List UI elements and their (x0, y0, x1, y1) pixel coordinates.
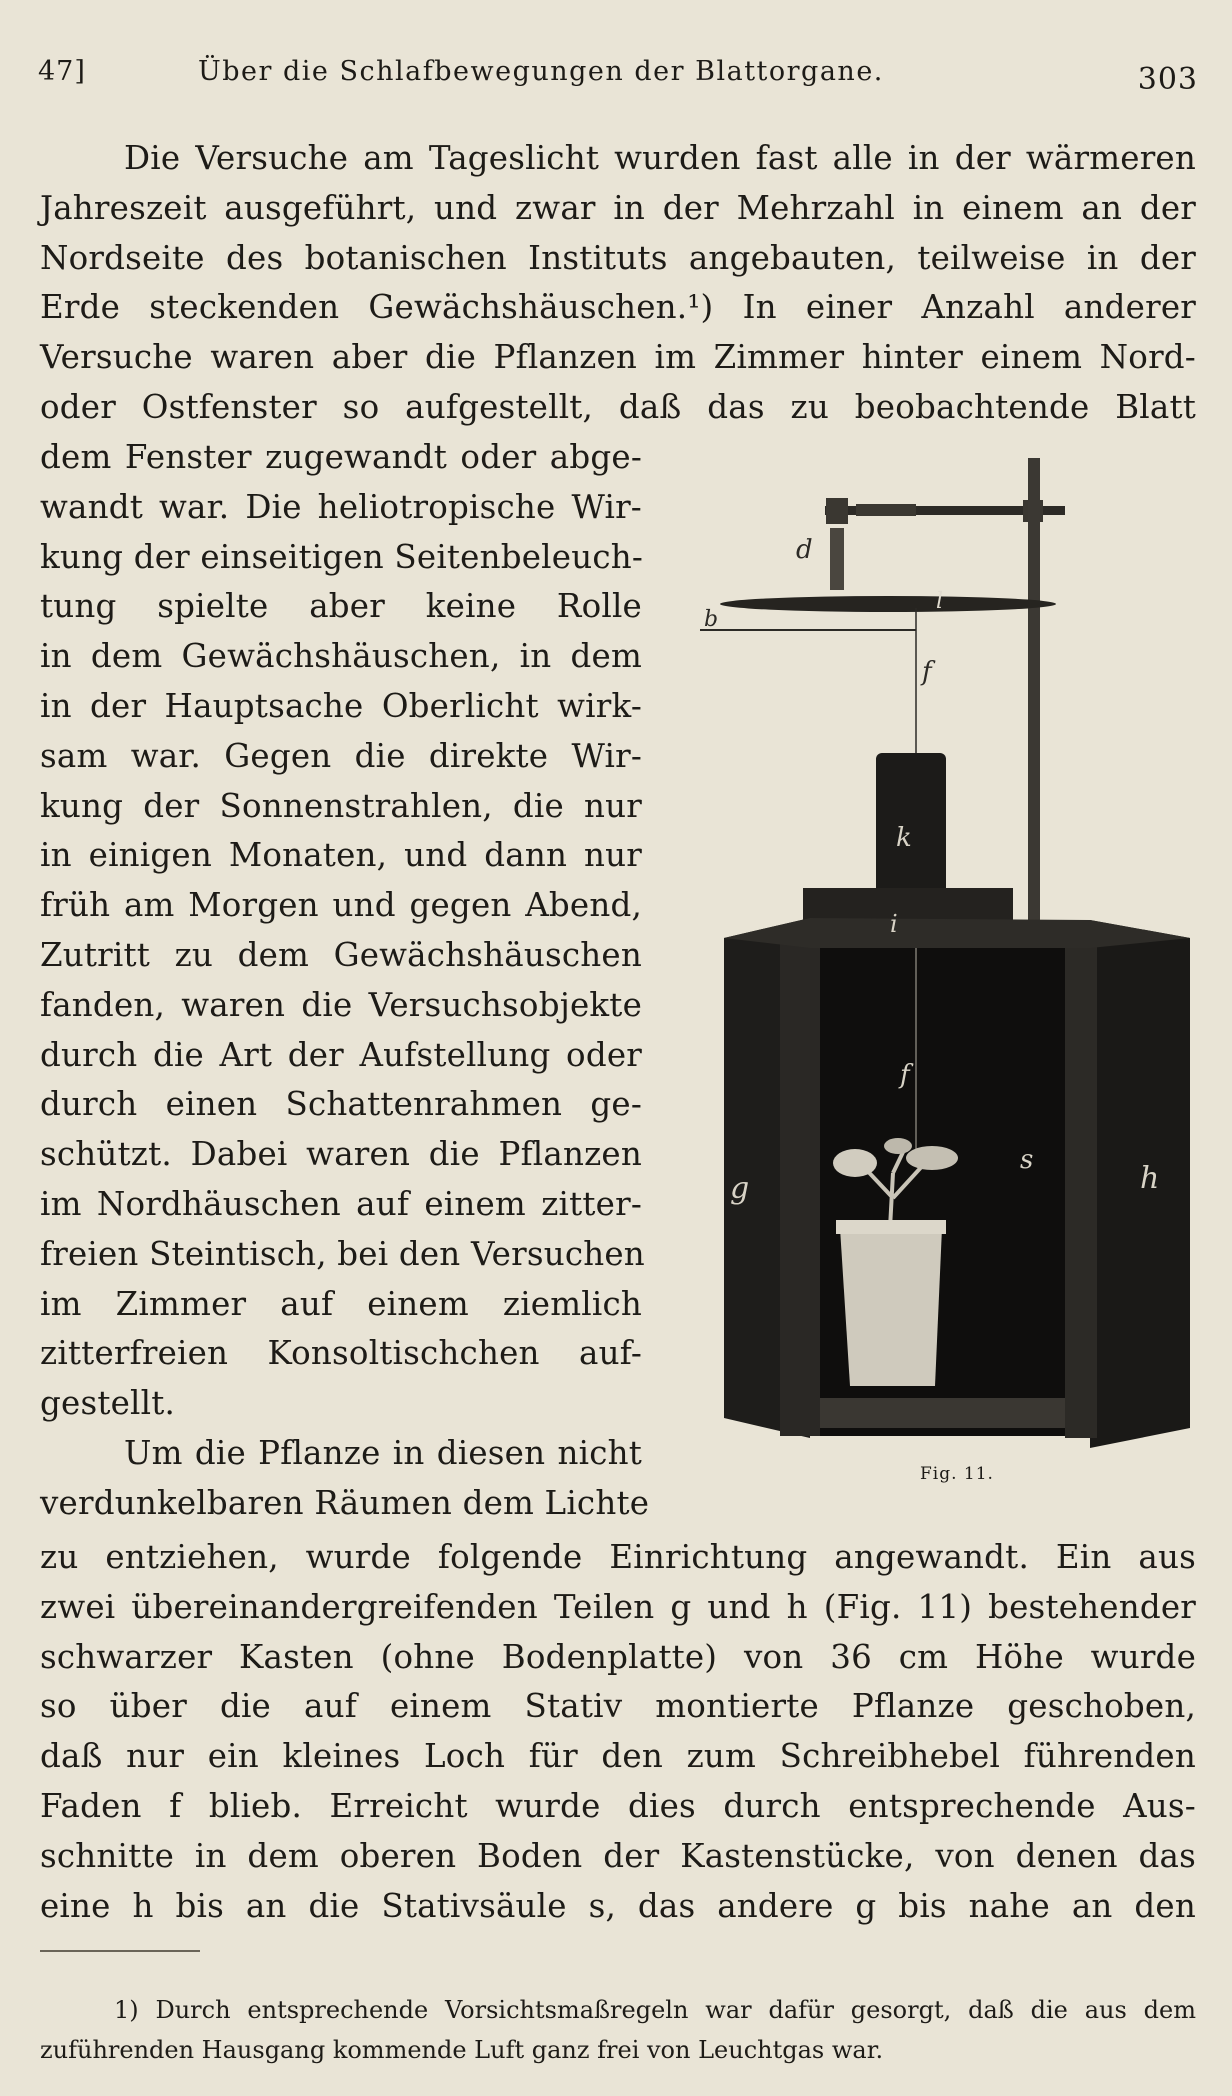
disk-l (720, 596, 1056, 612)
box-edge-g (780, 926, 820, 1436)
text-line: schwarzer Kasten (ohne Bodenplatte) von 36 cm Höhe wurde (40, 1637, 1196, 1676)
page-number-left: 47] (38, 56, 86, 87)
label-f-inner: f (900, 1060, 910, 1090)
footnote-line: 1) Durch entsprechende Vorsichtsmaßregeln war dafür gesorgt, daß die aus dem (114, 1996, 1196, 2024)
figure-caption: Fig. 11. (920, 1464, 994, 1484)
text-line: Erde steckenden Gewächshäuschen.¹) In einer Anzahl anderer (40, 288, 1196, 327)
text-line: in dem Gewächshäuschen, in dem (40, 637, 642, 676)
paragraph-2-full (40, 1533, 1196, 1931)
label-s: s (1020, 1145, 1034, 1175)
text-line: Faden f blieb. Erreicht wurde dies durch entsprechende Aus- (40, 1786, 1196, 1825)
plant-leaf (884, 1138, 912, 1154)
text-line: kung der einseitigen Seitenbeleuch- (40, 537, 644, 576)
paragraph-1-full (40, 134, 1196, 433)
label-g: g (730, 1171, 750, 1206)
text-line: dem Fenster zugewandt oder abge- (40, 438, 642, 476)
text-line: in der Hauptsache Oberlicht wirk- (40, 686, 642, 725)
label-h: h (1140, 1161, 1160, 1196)
text-line: daß nur ein kleines Loch für den zum Schreibhebel führenden (40, 1737, 1196, 1776)
text-line: im Zimmer auf einem ziemlich (40, 1284, 642, 1323)
text-line: schützt. Dabei waren die Pflanzen (40, 1135, 642, 1174)
text-line: durch einen Schattenrahmen ge- (40, 1085, 642, 1124)
plant-leaf (833, 1149, 877, 1177)
base-plate (820, 1398, 1065, 1428)
label-k: k (896, 823, 912, 853)
text-line: tung spielte aber keine Rolle (40, 587, 642, 626)
figure-11 (690, 458, 1210, 1458)
footnote-rule (40, 1950, 200, 1952)
text-line: zwei übereinandergreifenden Teilen g und h (Fig. 11) bestehender (40, 1587, 1196, 1626)
label-l: l (936, 589, 944, 614)
text-line: durch die Art der Aufstellung oder (40, 1035, 642, 1074)
footnote-line: zuführenden Hausgang kommende Luft ganz frei von Leuchtgas war. (40, 2036, 884, 2064)
label-b: b (704, 607, 719, 632)
text-line: Zutritt zu dem Gewächshäuschen (40, 935, 642, 974)
text-line: zitterfreien Konsoltischchen auf- (40, 1334, 642, 1373)
text-line: freien Steintisch, bei den Versuchen (40, 1234, 645, 1273)
text-line: schnitte in dem oberen Boden der Kastenstücke, von denen das (40, 1836, 1196, 1875)
apparatus-illustration (690, 458, 1210, 1458)
text-line: im Nordhäuschen auf einem zitter- (40, 1184, 642, 1223)
text-line: sam war. Gegen die direkte Wir- (40, 736, 642, 775)
text-line: eine h bis an die Stativsäule s, das andere g bis nahe an den (40, 1886, 1196, 1925)
text-line: wandt war. Die heliotropische Wir- (40, 487, 642, 526)
text-line: zu entziehen, wurde folgende Einrichtung angewandt. Ein aus (40, 1538, 1196, 1576)
running-header (38, 52, 1198, 98)
box-top (724, 918, 1190, 948)
text-line: Um die Pflanze in diesen nicht (124, 1433, 642, 1472)
text-line: Jahreszeit ausgeführt, und zwar in der Mehrzahl in einem an der (40, 188, 1196, 227)
plant-leaf (906, 1146, 958, 1170)
text-line: fanden, waren die Versuchsobjekte (40, 985, 642, 1024)
text-line: so über die auf einem Stativ montierte Pflanze geschoben, (40, 1687, 1196, 1726)
label-d: d (796, 535, 813, 565)
box-edge-h (1065, 928, 1097, 1438)
text-line: Nordseite des botanischen Instituts angebauten, teilweise in der (40, 238, 1196, 277)
text-line: Die Versuche am Tageslicht wurden fast alle in der wärmeren (124, 139, 1196, 177)
footnote (40, 1990, 1196, 2070)
paragraph-1-narrow (40, 433, 650, 1529)
running-title: Über die Schlafbewegungen der Blattorgane. (198, 56, 884, 87)
pot-rim (836, 1220, 946, 1234)
label-i: i (890, 910, 898, 938)
text-line: gestellt. (40, 1384, 175, 1423)
writing-lever-d (830, 528, 844, 590)
lever-clamp (826, 498, 848, 524)
label-f-top: f (922, 657, 932, 687)
text-line: in einigen Monaten, und dann nur (40, 836, 642, 875)
plant-pot (840, 1228, 942, 1386)
text-line: kung der Sonnenstrahlen, die nur (40, 786, 642, 825)
text-line: Versuche waren aber die Pflanzen im Zimmer hinter einem Nord- (40, 338, 1196, 377)
page-number-right: 303 (1137, 62, 1198, 97)
text-line: verdunkelbaren Räumen dem Lichte (40, 1483, 650, 1522)
lever-joint (856, 504, 916, 516)
text-line: früh am Morgen und gegen Abend, (40, 886, 642, 925)
text-line: oder Ostfenster so aufgestellt, daß das zu beobachtende Blatt (40, 387, 1196, 426)
